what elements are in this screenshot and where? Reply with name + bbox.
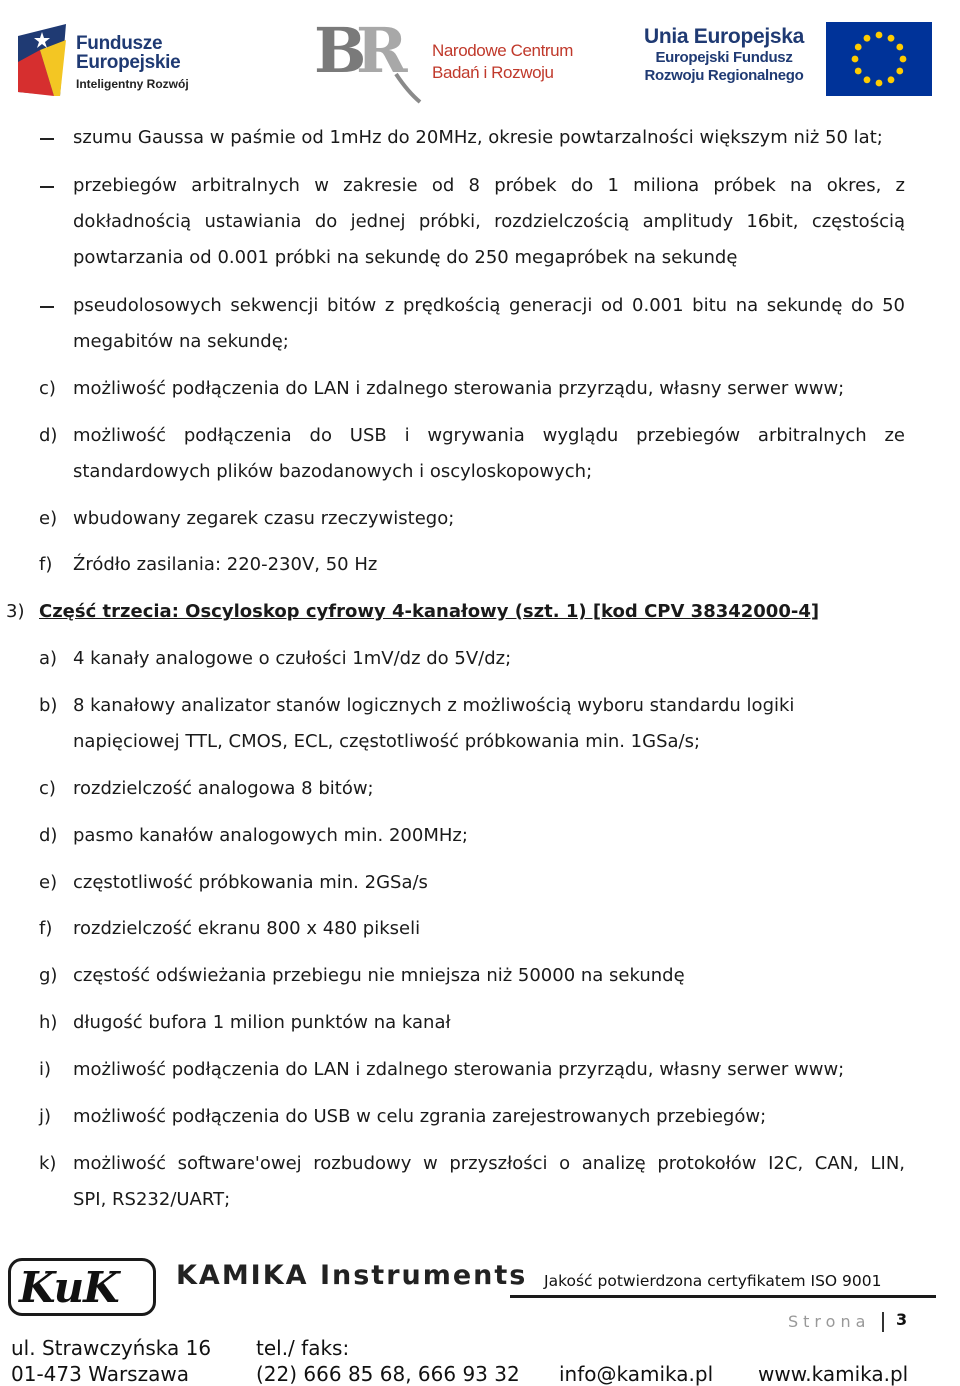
fe-logo-line2: Europejskie [76, 52, 181, 73]
list-item-text: dokładnością ustawiania do jednej próbki, rozdzielczością amplitudy 16bit, częstością [73, 211, 905, 232]
phone-numbers: (22) 666 85 68, 666 93 32 [256, 1362, 520, 1386]
svg-text:R: R [356, 14, 408, 87]
footer-divider [510, 1295, 936, 1298]
email-link[interactable]: info@kamika.pl [559, 1362, 714, 1386]
list-item-text: rozdzielczość analogowa 8 bitów; [73, 778, 374, 799]
list-marker: d) [39, 825, 58, 846]
eu-logo-line1: Unia Europejska [643, 25, 805, 48]
section-number: 3) [6, 601, 25, 622]
list-marker: i) [39, 1059, 52, 1080]
eu-logo-line2: Europejski Fundusz [655, 49, 793, 66]
list-item-text: pasmo kanałów analogowych min. 200MHz; [73, 825, 468, 846]
list-item-text: częstość odświeżania przebiegu nie mniejsza niż 50000 na sekundę [73, 965, 685, 986]
kamika-logo-text: KuK [19, 1263, 119, 1312]
page-separator [882, 1312, 884, 1332]
list-item-text: SPI, RS232/UART; [73, 1189, 231, 1210]
unia-europejska-logo [626, 22, 936, 102]
list-item-text: rozdzielczość ekranu 800 x 480 pikseli [73, 918, 421, 939]
list-dash [40, 186, 54, 188]
list-item-text: powtarzania od 0.001 próbki na sekundę do 250 megapróbek na sekundę [73, 247, 738, 268]
address-city: 01-473 Warszawa [11, 1362, 189, 1386]
list-marker: b) [39, 695, 58, 716]
ncbr-logo-line1: Narodowe Centrum [432, 41, 573, 60]
list-item-text: częstotliwość próbkowania min. 2GSa/s [73, 872, 428, 893]
list-marker: a) [39, 648, 58, 669]
page-number: 3 [896, 1310, 908, 1329]
list-marker: e) [39, 508, 58, 529]
page-label: Strona [788, 1312, 871, 1331]
list-marker: g) [39, 965, 58, 986]
list-marker: j) [39, 1106, 52, 1127]
fe-logo-line3: Inteligentny Rozwój [76, 77, 189, 91]
kamika-logo [8, 1258, 156, 1316]
svg-text:B: B [314, 14, 367, 87]
list-item-text: długość bufora 1 milion punktów na kanał [73, 1012, 451, 1033]
ncbr-logo-line2: Badań i Rozwoju [432, 63, 554, 82]
list-item-text: możliwość podłączenia do LAN i zdalnego sterowania przyrządu, własny serwer www; [73, 1059, 845, 1080]
list-item-text: możliwość podłączenia do USB i wgrywania wyglądu przebiegów arbitralnych ze [73, 425, 905, 446]
list-item-text: możliwość podłączenia do LAN i zdalnego sterowania przyrządu, własny serwer www; [73, 378, 845, 399]
list-marker: c) [39, 778, 56, 799]
list-item-text: 8 kanałowy analizator stanów logicznych z możliwością wyboru standardu logiki [73, 695, 795, 716]
section-title: Część trzecia: Oscyloskop cyfrowy 4-kanałowy (szt. 1) [kod CPV 38342000-4] [39, 601, 820, 622]
eu-logo-line3: Rozwoju Regionalnego [644, 67, 804, 84]
iso-certificate-text: Jakość potwierdzona certyfikatem ISO 9001 [544, 1272, 882, 1290]
list-marker: e) [39, 872, 58, 893]
address-street: ul. Strawczyńska 16 [11, 1336, 212, 1360]
list-marker: f) [39, 918, 53, 939]
list-item-text: szumu Gaussa w paśmie od 1mHz do 20MHz, okresie powtarzalności większym niż 50 lat; [73, 127, 883, 148]
website-link[interactable]: www.kamika.pl [758, 1362, 909, 1386]
company-name: KAMIKA Instruments [176, 1260, 528, 1291]
list-item-text: wbudowany zegarek czasu rzeczywistego; [73, 508, 455, 529]
fe-flag-icon [14, 22, 70, 100]
page-footer [0, 1250, 960, 1386]
list-item-text: możliwość software'owej rozbudowy w przyszłości o analizę protokołów I2C, CAN, LIN, [73, 1153, 905, 1174]
ncbr-logo [312, 14, 592, 104]
fundusze-europejskie-logo [14, 22, 214, 102]
list-marker: h) [39, 1012, 58, 1033]
list-item-text: możliwość podłączenia do USB w celu zgrania zarejestrowanych przebiegów; [73, 1106, 767, 1127]
list-marker: d) [39, 425, 58, 446]
ncbr-br-mark-icon [312, 14, 430, 104]
list-item-text: przebiegów arbitralnych w zakresie od 8 próbek do 1 miliona próbek na okres, z [73, 175, 905, 196]
list-item-text: napięciowej TTL, CMOS, ECL, częstotliwość próbkowania min. 1GSa/s; [73, 731, 701, 752]
page-header [0, 0, 960, 110]
list-item-text: standardowych plików bazodanowych i oscyloskopowych; [73, 461, 593, 482]
list-item-text: 4 kanały analogowe o czułości 1mV/dz do 5V/dz; [73, 648, 512, 669]
list-dash [40, 306, 54, 308]
fe-logo-line1: Fundusze [76, 33, 163, 54]
list-item-text: pseudolosowych sekwencji bitów z prędkością generacji od 0.001 bitu na sekundę do 50 [73, 295, 905, 316]
list-marker: k) [39, 1153, 57, 1174]
list-item-text: Źródło zasilania: 220-230V, 50 Hz [73, 554, 378, 575]
list-marker: f) [39, 554, 53, 575]
list-dash [40, 138, 54, 140]
list-item-text: megabitów na sekundę; [73, 331, 289, 352]
list-marker: c) [39, 378, 56, 399]
phone-label: tel./ faks: [256, 1336, 350, 1360]
eu-flag-icon [826, 22, 932, 96]
